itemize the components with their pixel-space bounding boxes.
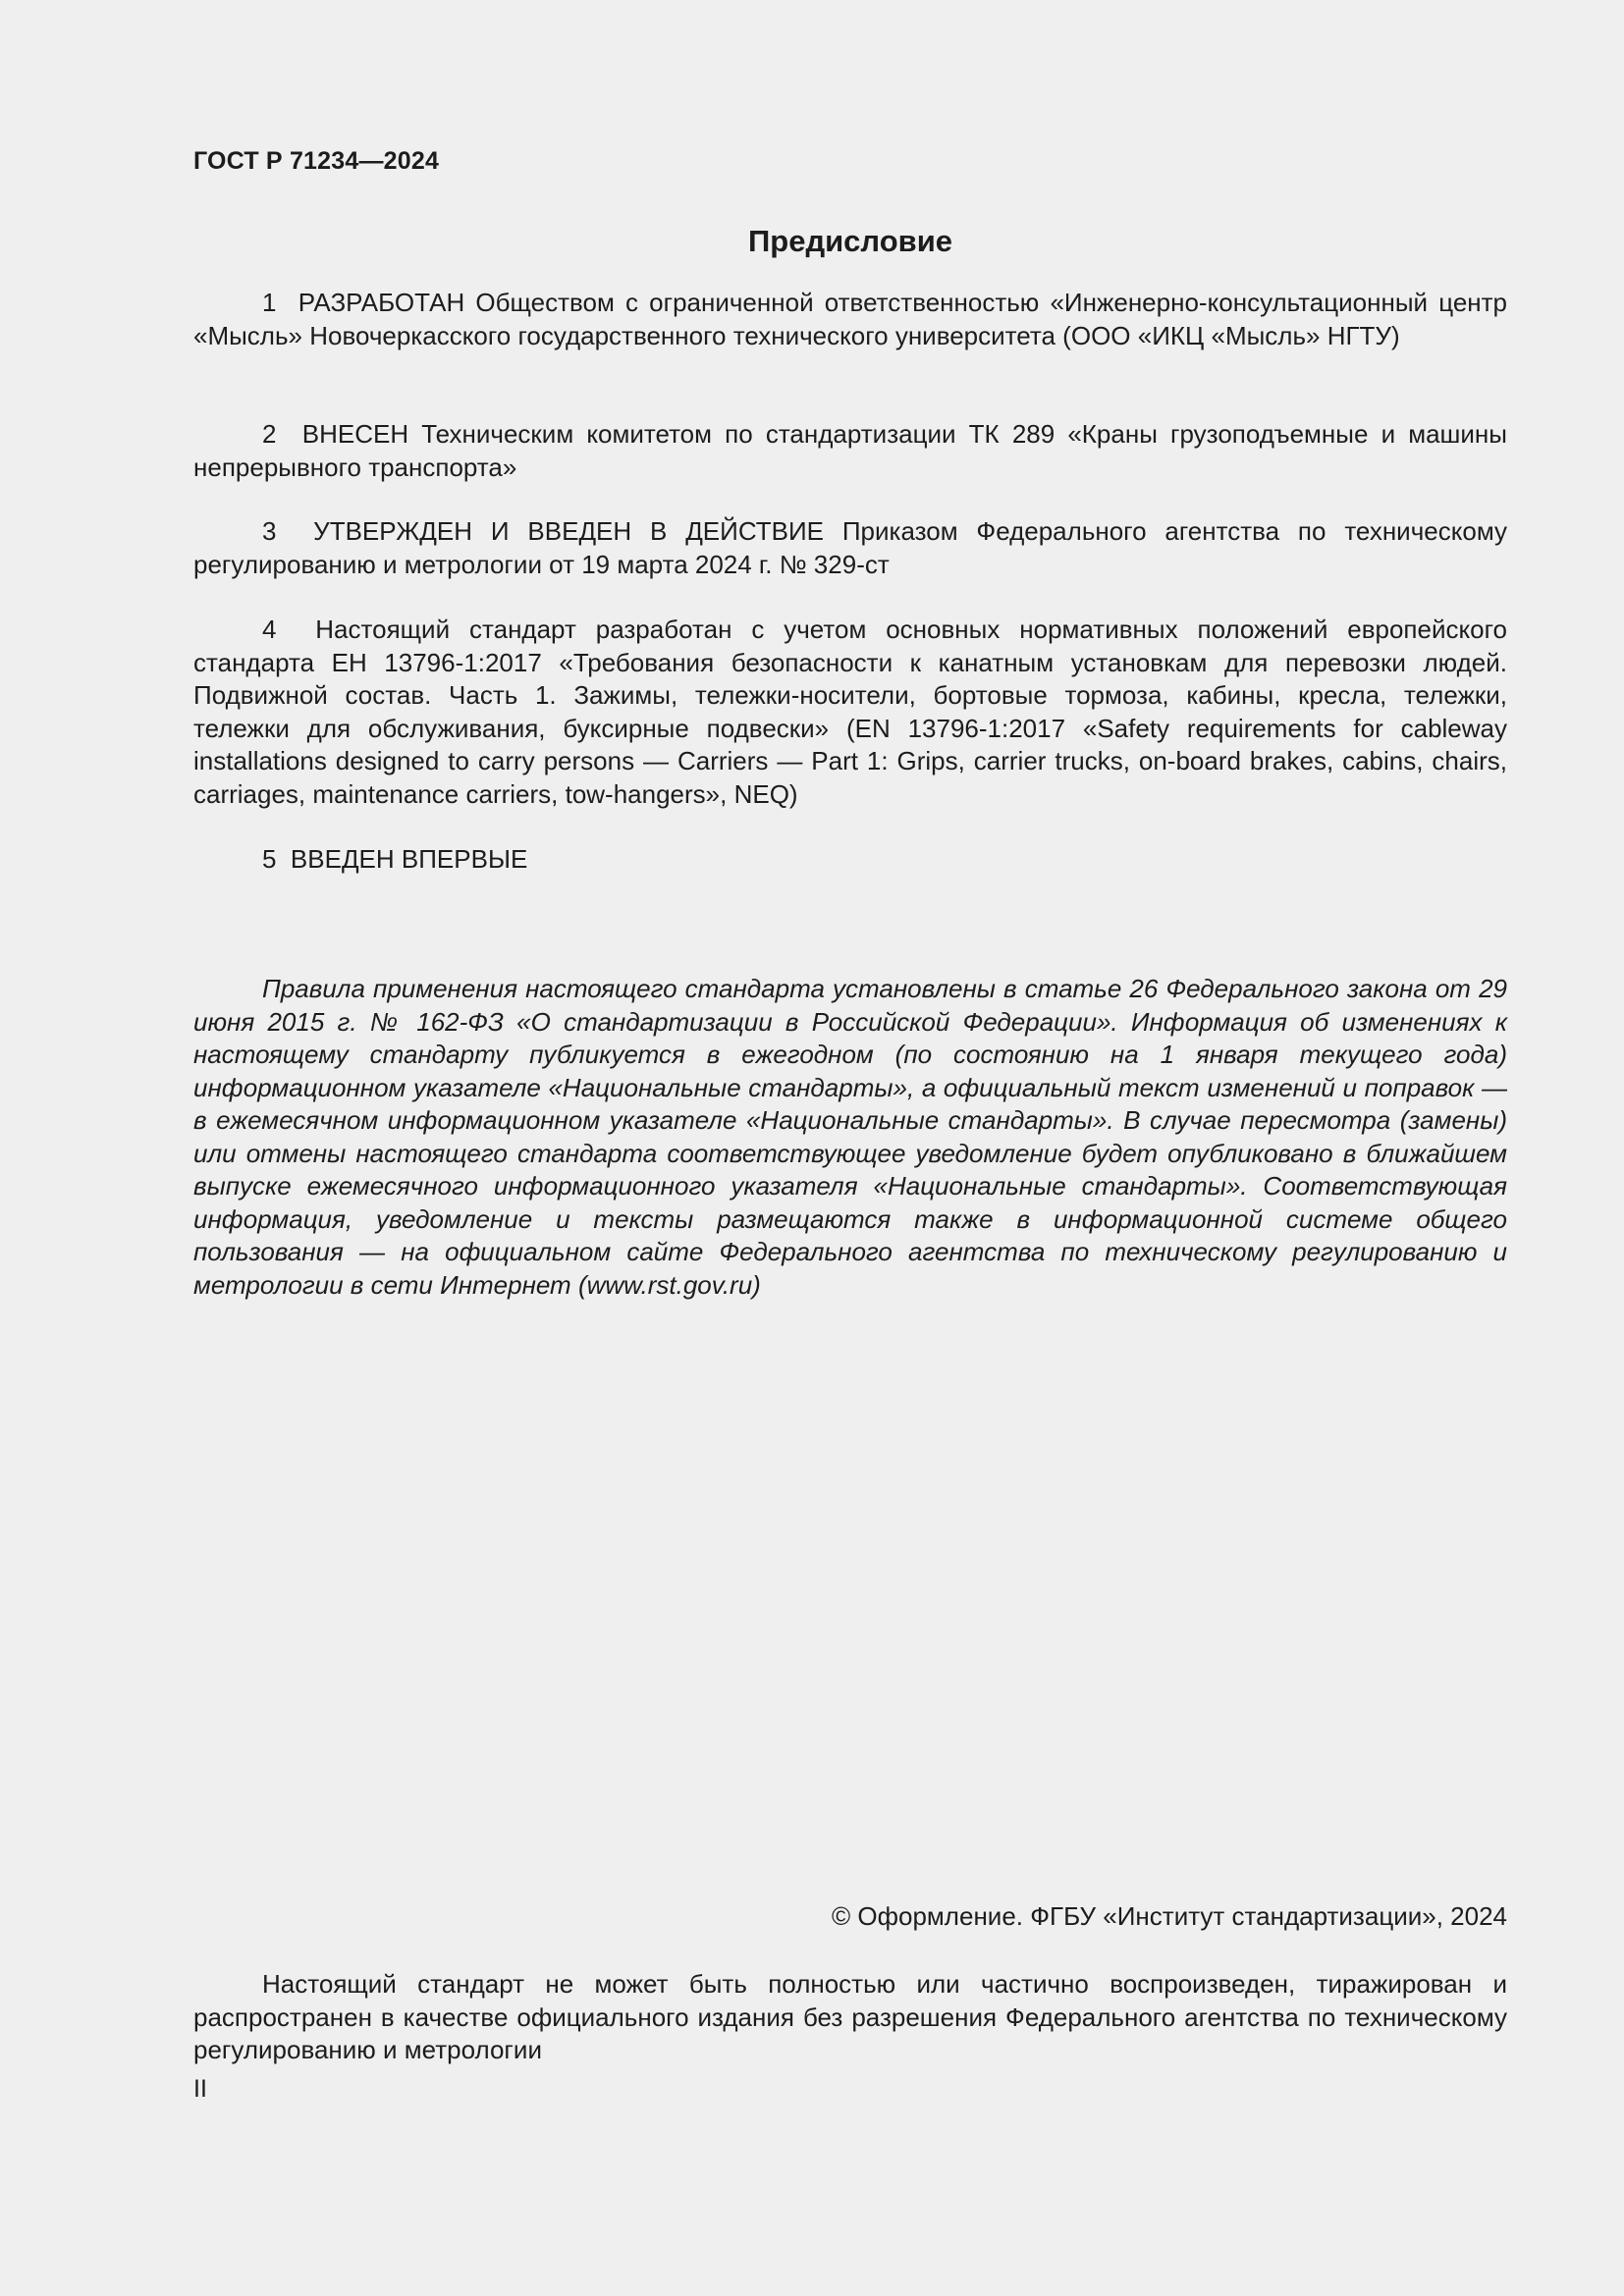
foreword-item-4	[193, 614, 1507, 811]
foreword-item-3	[193, 515, 1507, 581]
foreword-item-1	[193, 287, 1507, 352]
page-title: Предисловие	[747, 224, 952, 258]
item-text: Настоящий стандарт разработан с учетом основных нормативных положений европейского стандарта ЕН 13796-1:2017 «Требования безопасности к канатным установкам для перевозки людей. Подвижной состав. Часть 1. Зажимы, тележки-носители, бортовые тормоза, кабины, кресла, тележки, тележки для обслуживания, буксирные подвески» (EN 13796-1:2017 «Safety requirements for cableway installations designed to carry persons — Carriers — Part 1: Grips, carrier trucks, on-board brakes, cabins, chairs, carriages, maintenance carriers, tow-hangers», NEQ)	[193, 614, 1507, 809]
item-number: 3	[262, 516, 277, 546]
item-text: ВНЕСЕН Техническим комитетом по стандартизации ТК 289 «Краны грузоподъемные и машины непрерывного транспорта»	[193, 419, 1507, 482]
reproduction-rights-notice: Настоящий стандарт не может быть полностью или частично воспроизведен, тиражирован и распространен в качестве официального издания без разрешения Федерального агентства по техническому регулированию и метрологии	[193, 1969, 1507, 2064]
item-number: 5	[262, 844, 277, 874]
item-text: УТВЕРЖДЕН И ВВЕДЕН В ДЕЙСТВИЕ Приказом Федерального агентства по техническому регулированию и метрологии от 19 марта 2024 г. № 329-ст	[193, 516, 1508, 579]
foreword-item-2	[193, 418, 1507, 484]
item-number: 4	[262, 614, 277, 644]
page-number: II	[193, 2075, 207, 2103]
item-number: 2	[262, 419, 277, 449]
application-rules-notice: Правила применения настоящего стандарта установлены в статье 26 Федерального закона от 29 июня 2015 г. № 162-ФЗ «О стандартизации в Российской Федерации». Информация об изменениях к настоящему стандарту публикуется в ежегодном (по состоянию на 1 января текущего года) информационном указателе «Национальные стандарты», а официальный текст изменений и поправок — в ежемесячном информационном указателе «Национальные стандарты». В случае пересмотра (замены) или отмены настоящего стандарта соответствующее уведомление будет опубликовано в ближайшем выпуске ежемесячного информационного указателя «Национальные стандарты». Соответствующая информация, уведомление и тексты размещаются также в информационной системе общего пользования — на официальном сайте Федерального агентства по техническому регулированию и метрологии в сети Интернет (www.rst.gov.ru)	[193, 974, 1507, 1300]
document-code: ГОСТ Р 71234—2024	[193, 147, 440, 175]
item-text: ВВЕДЕН ВПЕРВЫЕ	[290, 844, 528, 874]
item-text: РАЗРАБОТАН Обществом с ограниченной ответственностью «Инженерно-консультационный центр «Мысль» Новочеркасского государственного технического университета (ООО «ИКЦ «Мысль» НГТУ)	[193, 288, 1508, 350]
item-number: 1	[262, 288, 277, 317]
copyright-line: © Оформление. ФГБУ «Институт стандартизации», 2024	[832, 1901, 1507, 1931]
foreword-item-5	[193, 843, 1507, 877]
